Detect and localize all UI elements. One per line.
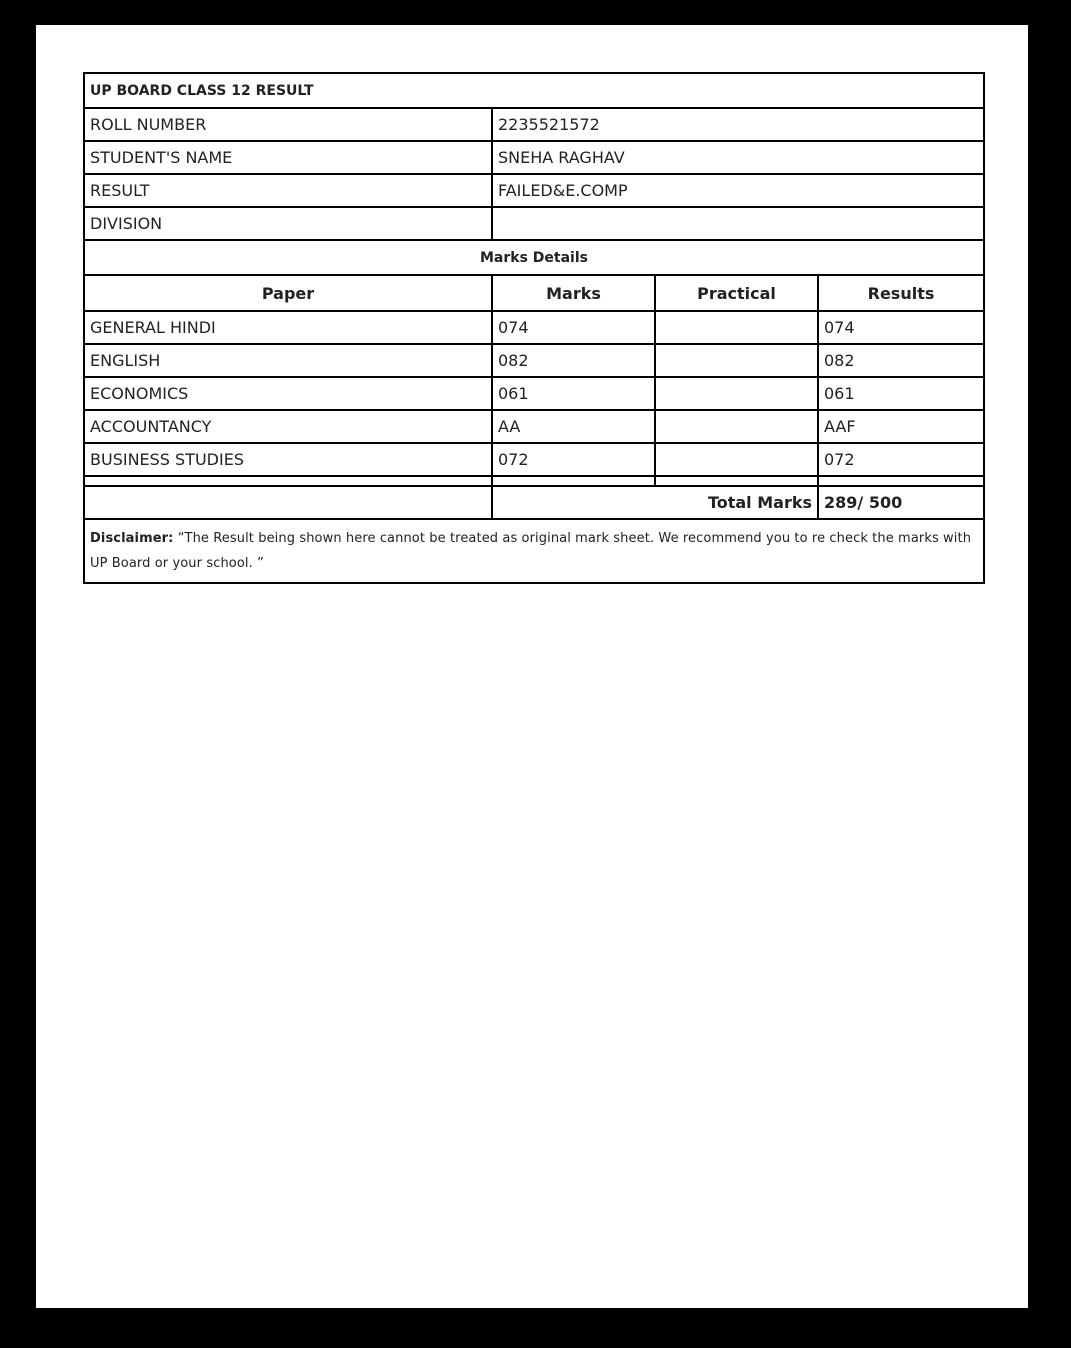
- subject-marks: 061: [492, 377, 655, 410]
- subject-practical: [655, 311, 818, 344]
- info-value: SNEHA RAGHAV: [492, 141, 984, 174]
- subject-practical: [655, 377, 818, 410]
- info-label: DIVISION: [84, 207, 492, 240]
- info-row-roll-number: [84, 108, 984, 141]
- subject-results: 072: [818, 443, 984, 476]
- column-header-marks: Marks: [492, 275, 655, 311]
- info-row-division: [84, 207, 984, 240]
- spacer-cell: [492, 476, 655, 486]
- title-row: [84, 73, 984, 108]
- subject-marks: 072: [492, 443, 655, 476]
- info-label: STUDENT'S NAME: [84, 141, 492, 174]
- info-row-result: [84, 174, 984, 207]
- subject-paper: BUSINESS STUDIES: [84, 443, 492, 476]
- spacer-cell: [655, 476, 818, 486]
- column-header-practical: Practical: [655, 275, 818, 311]
- subject-row: [84, 410, 984, 443]
- subject-marks: 074: [492, 311, 655, 344]
- subject-paper: ENGLISH: [84, 344, 492, 377]
- column-header-results: Results: [818, 275, 984, 311]
- disclaimer-label: Disclaimer:: [90, 531, 174, 546]
- subject-practical: [655, 344, 818, 377]
- info-value: [492, 207, 984, 240]
- spacer-cell: [818, 476, 984, 486]
- spacer-row: [84, 476, 984, 486]
- subject-results: 082: [818, 344, 984, 377]
- marks-header-row: [84, 275, 984, 311]
- marks-section-row: [84, 240, 984, 275]
- subject-paper: ECONOMICS: [84, 377, 492, 410]
- result-table: [83, 72, 985, 584]
- info-value: FAILED&E.COMP: [492, 174, 984, 207]
- subject-results: 074: [818, 311, 984, 344]
- subject-paper: ACCOUNTANCY: [84, 410, 492, 443]
- spacer-cell: [84, 476, 492, 486]
- subject-marks: 082: [492, 344, 655, 377]
- subject-marks: AA: [492, 410, 655, 443]
- total-row: [84, 486, 984, 519]
- marks-section-title: Marks Details: [84, 240, 984, 275]
- info-value: 2235521572: [492, 108, 984, 141]
- subject-practical: [655, 410, 818, 443]
- total-marks-value: 289/ 500: [818, 486, 984, 519]
- column-header-paper: Paper: [84, 275, 492, 311]
- subject-row: [84, 344, 984, 377]
- subject-row: [84, 443, 984, 476]
- disclaimer-text: “The Result being shown here cannot be treated as original mark sheet. We recommend you to re check the marks with UP Board or your school. ”: [90, 531, 972, 571]
- result-title: UP BOARD CLASS 12 RESULT: [84, 73, 984, 108]
- subject-row: [84, 377, 984, 410]
- subject-results: AAF: [818, 410, 984, 443]
- info-label: ROLL NUMBER: [84, 108, 492, 141]
- info-label: RESULT: [84, 174, 492, 207]
- subject-practical: [655, 443, 818, 476]
- subject-row: [84, 311, 984, 344]
- disclaimer-row: [84, 519, 984, 583]
- subject-results: 061: [818, 377, 984, 410]
- subject-paper: GENERAL HINDI: [84, 311, 492, 344]
- result-sheet: [83, 72, 983, 584]
- info-row-student-name: [84, 141, 984, 174]
- document-page: [36, 25, 1028, 1308]
- total-marks-label: Total Marks: [492, 486, 818, 519]
- disclaimer: [84, 519, 984, 583]
- total-empty-cell: [84, 486, 492, 519]
